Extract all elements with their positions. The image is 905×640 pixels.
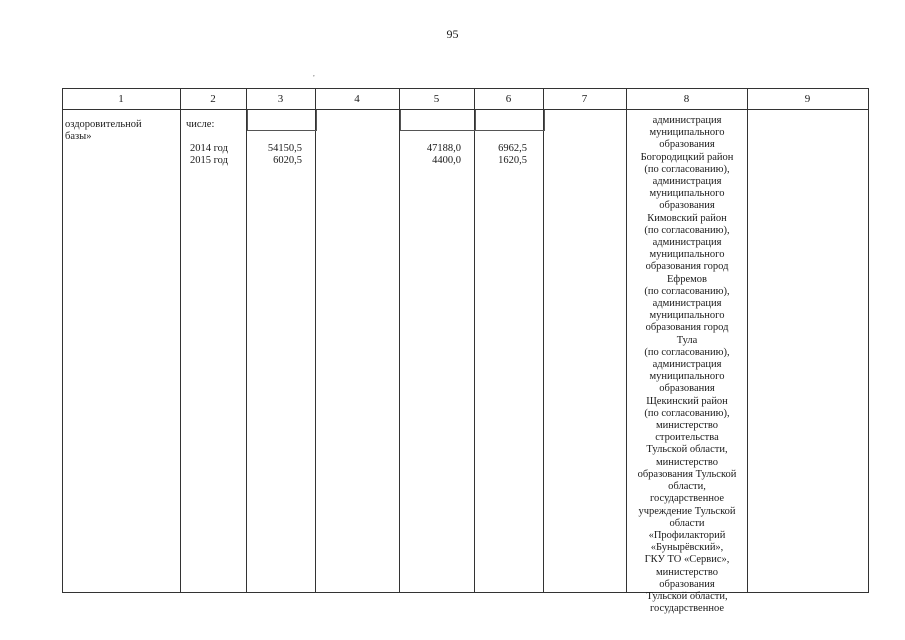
executor-line: Тула xyxy=(676,334,698,346)
executor-line: (по согласованию), xyxy=(644,224,730,236)
header-col-6: 6 xyxy=(505,93,512,105)
executor-line: «Профилакторий xyxy=(648,529,726,541)
executor-line: государственное xyxy=(649,603,724,615)
col-border xyxy=(62,88,63,593)
col6-value: 6962,5 xyxy=(498,143,527,154)
col5-value: 4400,0 xyxy=(432,155,461,166)
executor-line: муниципального xyxy=(649,127,725,139)
executor-line: образования xyxy=(659,578,715,590)
header-col-5: 5 xyxy=(433,93,440,105)
col-border xyxy=(180,88,181,593)
executor-line: Щекинский район xyxy=(646,395,728,407)
executor-line: строительства xyxy=(655,432,719,444)
header-col-7: 7 xyxy=(581,93,588,105)
year-2015: 2015 год xyxy=(190,155,228,166)
executor-line: администрация xyxy=(652,298,722,310)
col3-value: 6020,5 xyxy=(273,155,302,166)
executor-line: администрация xyxy=(652,115,722,126)
executor-line: (по согласованию), xyxy=(644,407,730,419)
executor-line: образования город xyxy=(645,322,729,334)
executor-line: муниципального xyxy=(649,249,725,261)
executor-line: «Бунырёвский», xyxy=(650,542,724,554)
executor-line: администрация xyxy=(652,359,722,371)
executor-line: муниципального xyxy=(649,371,725,383)
executor-line: администрация xyxy=(652,237,722,249)
col1-line: базы» xyxy=(65,131,92,142)
executor-line: муниципального xyxy=(649,188,725,200)
executor-line: образования xyxy=(659,383,715,395)
header-col-4: 4 xyxy=(354,93,360,105)
executor-line: учреждение Тульской xyxy=(638,505,736,517)
page-number: 95 xyxy=(446,27,459,41)
header-col-8: 8 xyxy=(683,93,690,105)
executor-line: администрация xyxy=(652,176,722,188)
header-col-2: 2 xyxy=(210,93,216,105)
executor-line: области, xyxy=(668,481,706,493)
continuation-cell xyxy=(400,110,476,131)
executor-line: (по согласованию), xyxy=(644,285,730,297)
executor-line: Богородицкий район xyxy=(640,151,734,163)
header-col-9: 9 xyxy=(804,93,811,105)
executor-line: образования город xyxy=(645,261,729,273)
col3-value: 54150,5 xyxy=(267,143,302,154)
col-border xyxy=(868,88,869,593)
executor-line: образования Тульской xyxy=(637,468,737,480)
col-border xyxy=(747,88,748,593)
col2-label: числе: xyxy=(186,119,215,130)
col6-value: 1620,5 xyxy=(498,155,527,166)
executor-line: министерство xyxy=(655,456,719,468)
header-col-3: 3 xyxy=(277,93,284,105)
col-border xyxy=(315,88,316,593)
executor-line: Тульской области, xyxy=(646,590,728,602)
executor-line: Кимовский район xyxy=(647,212,727,224)
executor-line: министерство xyxy=(655,566,719,578)
col1-line: оздоровительной xyxy=(65,119,142,130)
executor-line: муниципального xyxy=(649,310,725,322)
continuation-cell xyxy=(247,110,317,131)
continuation-cell xyxy=(475,110,545,131)
col5-value: 47188,0 xyxy=(426,143,461,154)
executor-line: образования xyxy=(659,139,715,151)
executor-line: области xyxy=(669,517,705,529)
col-border xyxy=(543,88,544,593)
executor-line: (по согласованию), xyxy=(644,163,730,175)
executor-line: министерство xyxy=(655,420,719,432)
executor-line: ГКУ ТО «Сервис», xyxy=(644,554,730,566)
responsible-executors xyxy=(627,115,747,615)
executor-line: Тульской области, xyxy=(646,444,728,456)
scan-mark: , xyxy=(313,70,315,78)
executor-line: образования xyxy=(659,200,715,212)
header-col-1: 1 xyxy=(118,93,124,105)
executor-line: государственное xyxy=(649,493,724,505)
executor-line: Ефремов xyxy=(667,273,707,285)
year-2014: 2014 год xyxy=(190,143,228,154)
executor-line: (по согласованию), xyxy=(644,346,730,358)
